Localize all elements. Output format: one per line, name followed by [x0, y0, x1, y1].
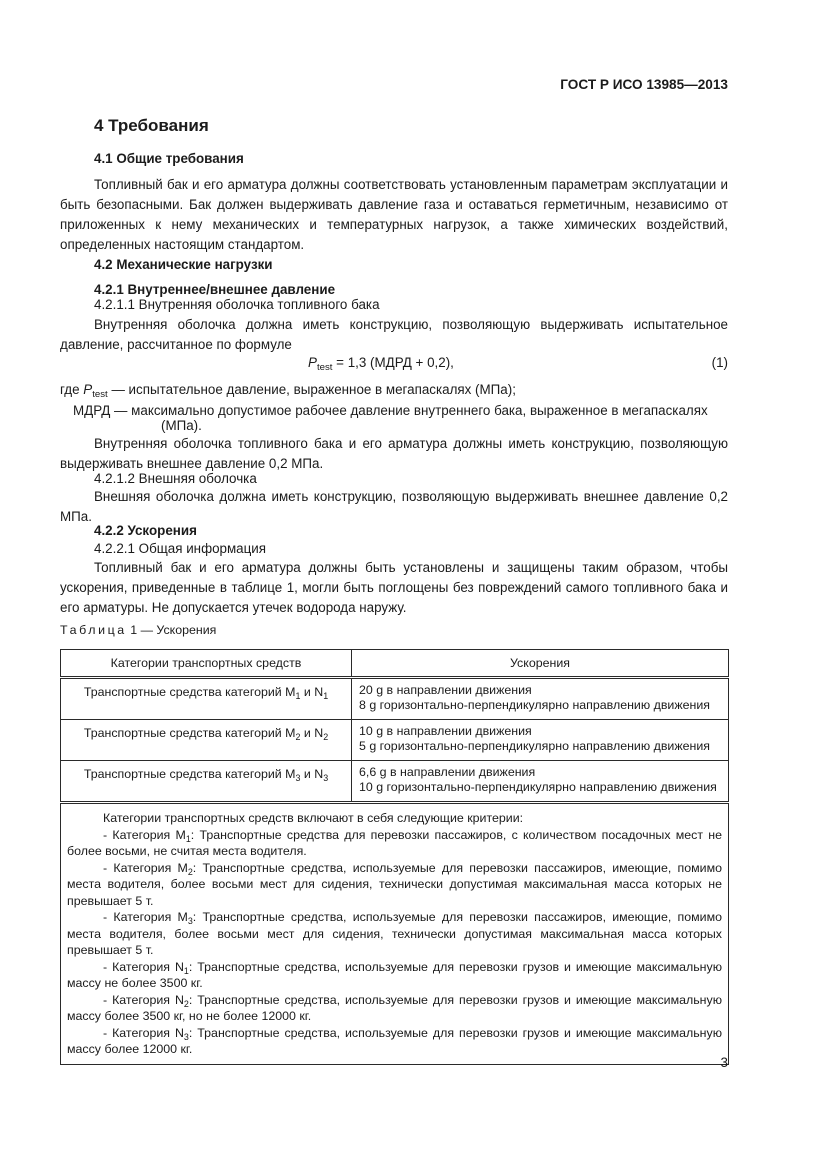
- table-row: [61, 720, 729, 761]
- table-cell-category: Транспортные средства категорий $M_1$ и $N_1$: [61, 678, 352, 720]
- table-notes-row: [61, 803, 729, 1065]
- subsection-4-1-title: 4.1 Общие требования: [94, 151, 244, 166]
- table-caption: [60, 623, 216, 637]
- subsection-4-1-text: Топливный бак и его арматура должны соответствовать установленным параметрам эксплуатации и быть безопасными. Бак должен выдерживать давление газа и оставаться герметичным, независимо от приложенных к нему механических и температурных нагрузок, а также химических воздействий, определенных настоящим стандартом.: [60, 177, 728, 252]
- subsection-4-2-1-1-text2: Внутренняя оболочка топливного бака и его арматура должны иметь конструкцию, позволяющую выдерживать внешнее давление 0,2 МПа.: [60, 436, 728, 471]
- where-mdrd-cont: (МПа).: [161, 418, 202, 433]
- where-mdrd-term: МДРД: [73, 403, 111, 418]
- subsection-4-2-2-1-text: Топливный бак и его арматура должны быть установлены и защищены таким образом, чтобы ускорения, приведенные в таблице 1, могли быть поглощены без повреждений самого топливного бака и его арматуры. Не допускается утечек водорода наружу.: [60, 560, 728, 615]
- subsection-4-2-1-title: 4.2.1 Внутреннее/внешнее давление: [94, 282, 336, 297]
- note-item: - Категория $N_2$: Транспортные средства, используемые для перевозки грузов и имеющие максимальную массу более 3500 кг, но не более 12000 кг.: [67, 992, 722, 1023]
- section-title: 4 Требования: [94, 116, 209, 135]
- acceleration-table: [60, 649, 729, 1065]
- table-cell-acceleration: 20 g в направлении движения 8 g горизонтально-перпендикулярно направлению движения: [352, 678, 729, 720]
- table-cell-category: Транспортные средства категорий $M_2$ и $N_2$: [61, 720, 352, 761]
- subsection-4-2-1-2-text: Внешняя оболочка должна иметь конструкцию, позволяющую выдерживать внешнее давление 0,2 МПа.: [60, 489, 728, 524]
- table-caption-rest: 1 — Ускорения: [126, 623, 217, 637]
- where-mdrd-desc: — максимально допустимое рабочее давление внутреннего бака, выраженное в мегапаскалях: [110, 403, 708, 418]
- standard-code: ГОСТ Р ИСО 13985—2013: [560, 77, 728, 92]
- where-p-desc: — испытательное давление, выраженное в мегапаскалях (МПа);: [107, 382, 516, 397]
- note-item: - Категория $M_1$: Транспортные средства для перевозки пассажиров, с количеством посадочных мест не более восьми, не считая места водителя.: [67, 827, 722, 858]
- formula-symbol: P: [308, 355, 317, 370]
- subsection-4-2-2-title: 4.2.2 Ускорения: [94, 523, 197, 538]
- where-p-sub: test: [92, 389, 108, 400]
- formula: [308, 355, 454, 373]
- subsection-4-2-1-2-title: 4.2.1.2 Внешняя оболочка: [94, 471, 257, 486]
- note-item: - Категория $N_1$: Транспортные средства, используемые для перевозки грузов и имеющие максимальную массу не более 3500 кг.: [67, 959, 722, 990]
- where-ptest: [60, 380, 516, 400]
- table-notes: [61, 803, 729, 1065]
- table-header-categories: Категории транспортных средств: [61, 650, 352, 678]
- table-caption-label: Таблица: [60, 623, 127, 637]
- table-header-accelerations: Ускорения: [352, 650, 729, 678]
- where-prefix: где: [60, 382, 84, 397]
- note-item: - Категория $M_2$: Транспортные средства, используемые для перевозки пассажиров, имеющие, помимо места водителя, более восьми мест для сидения, технически допустимая максимальная масса которых не превышает 5 т.: [67, 860, 722, 908]
- subsection-4-2-1-1-text: Внутренняя оболочка должна иметь конструкцию, позволяющую выдерживать испытательное давление, рассчитанное по формуле: [60, 317, 728, 352]
- table-row: [61, 678, 729, 720]
- where-p-symbol: P: [83, 382, 93, 397]
- subsection-4-2-2-1-title: 4.2.2.1 Общая информация: [94, 541, 267, 556]
- formula-subscript: test: [316, 362, 333, 373]
- formula-expression: = 1,3 (МДРД + 0,2),: [332, 355, 454, 370]
- table-cell-category: Транспортные средства категорий $M_3$ и $N_3$: [61, 761, 352, 803]
- subsection-4-2-title: 4.2 Механические нагрузки: [94, 257, 273, 272]
- table-cell-acceleration: 10 g в направлении движения 5 g горизонтально-перпендикулярно направлению движения: [352, 720, 729, 761]
- subsection-4-2-1-1-title: 4.2.1.1 Внутренняя оболочка топливного бака: [94, 297, 380, 312]
- page-number: 3: [720, 1055, 728, 1070]
- note-item: - Категория $N_3$: Транспортные средства, используемые для перевозки грузов и имеющие максимальную массу более 12000 кг.: [67, 1025, 722, 1056]
- note-item: - Категория $M_3$: Транспортные средства, используемые для перевозки пассажиров, имеющие, помимо места водителя, более восьми мест для сидения, технически допустимая максимальная масса которых превышает 5 т.: [67, 910, 722, 957]
- table-row: [61, 761, 729, 803]
- table-cell-acceleration: 6,6 g в направлении движения 10 g горизонтально-перпендикулярно направлению движения: [352, 761, 729, 803]
- table-header-row: [61, 650, 729, 678]
- notes-intro: Категории транспортных средств включают в себя следующие критерии:: [103, 811, 524, 825]
- formula-number: (1): [711, 355, 728, 370]
